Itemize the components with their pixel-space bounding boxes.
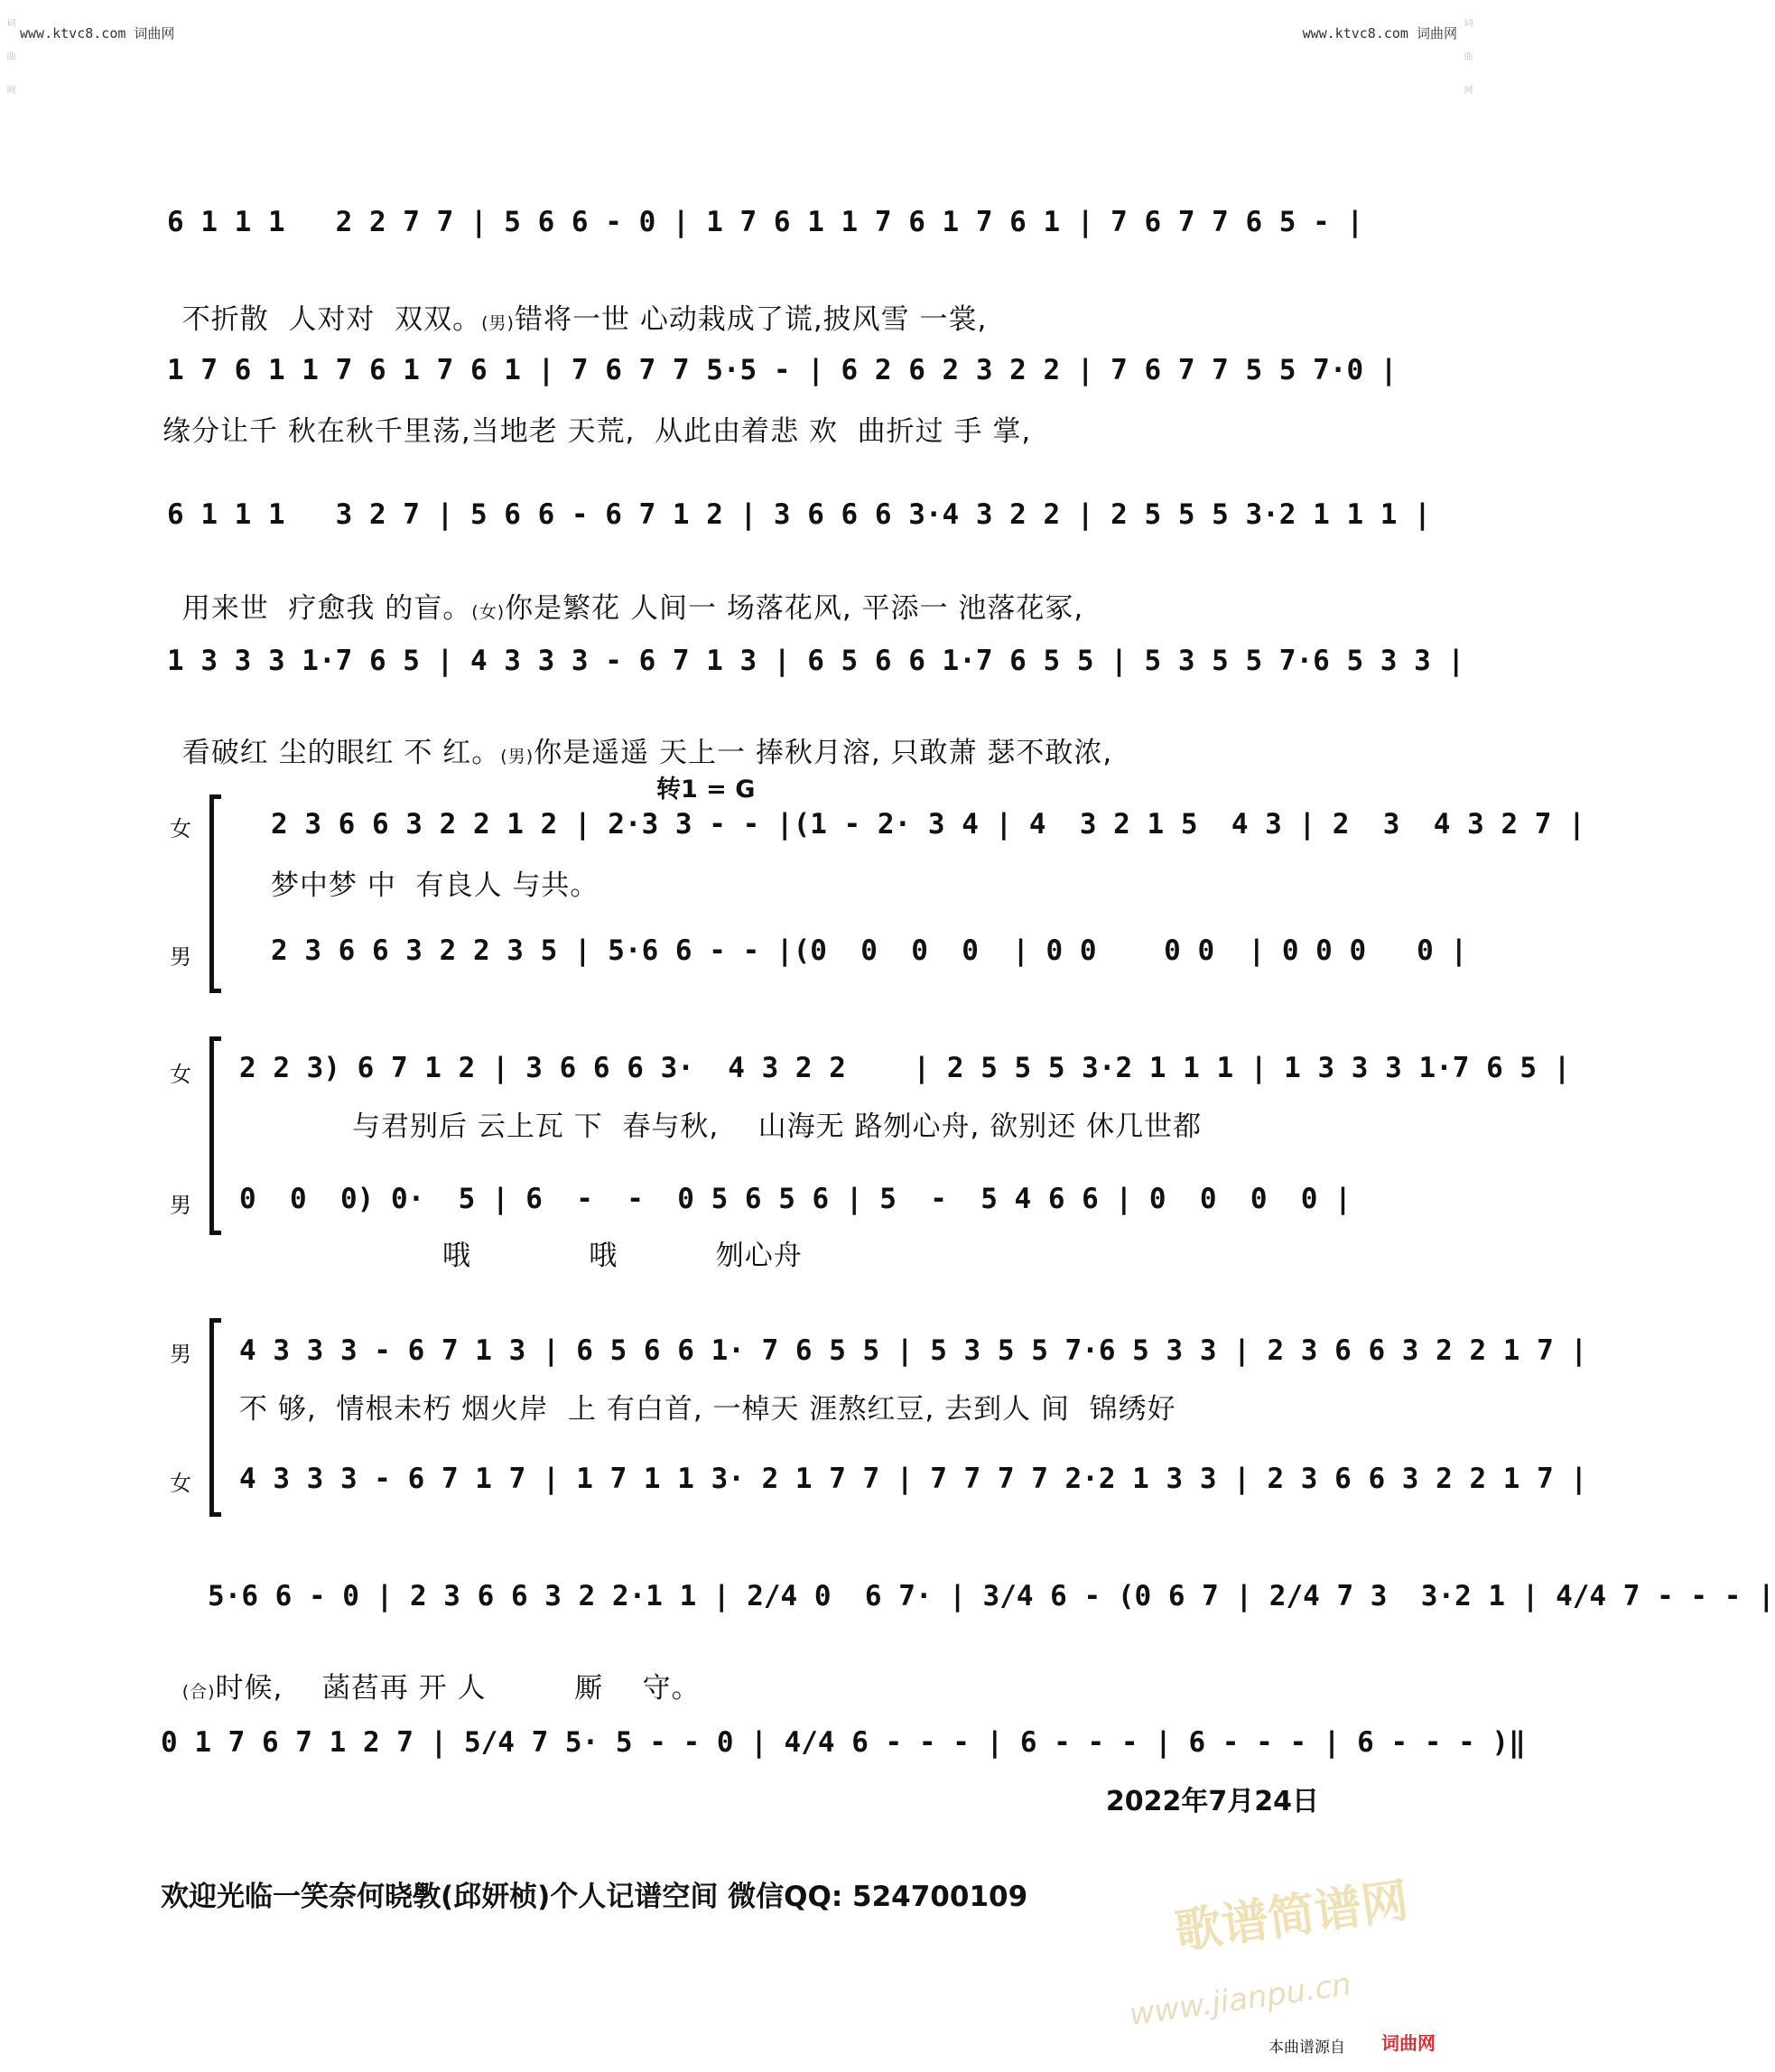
key-change: 转1 = G [656,776,756,804]
side-mark-left: 词 曲 网 [5,18,14,106]
system-2-notes: 1 7 6 1 1 7 6 1 7 6 1 | 7 6 7 7 5·5 - | 6 2 6 2 3 2 2 | 7 6 7 7 5 5 7·0 | [167,354,1398,386]
duet-2-female-notes: 2 2 3) 6 7 1 2 | 3 6 6 6 3· 4 3 2 2 | 2 5 5 5 3·2 1 1 1 | 1 3 3 3 1·7 6 5 | [239,1052,1571,1084]
lyric-line: 用来世 疗愈我 的盲。 [181,592,472,625]
system-3-lyrics [163,553,1083,626]
duet-3-female-notes: 4 3 3 3 - 6 7 1 7 | 1 7 1 1 3· 2 1 7 7 | 7 7 7 7 2·2 1 3 3 | 2 3 6 6 3 2 2 1 7 | [239,1463,1588,1495]
singer-tag: (男) [500,747,534,767]
system-2-lyrics: 缘分让千 秋在秋千里荡,当地老 天荒, 从此由着悲 欢 曲折过 手 掌, [163,415,1032,448]
duet-1-female-lyrics: 梦中梦 中 有良人 与共。 [271,869,599,902]
system-8-notes: 5·6 6 - 0 | 2 3 6 6 3 2 2·1 1 | 2/4 0 6 7· | 3/4 6 - (0 6 7 | 2/4 7 3 3·2 1 | 4/4 7 - - - | [208,1580,1775,1612]
source-label: 本曲谱源自 [1269,2039,1345,2057]
side-mark-right: 词 曲 网 [1462,18,1472,106]
duet-1-male-notes: 2 3 6 6 3 2 2 3 5 | 5·6 6 - - |(0 0 0 0 | 0 0 0 0 | 0 0 0 0 | [271,934,1468,967]
lyric-line: 错将一世 心动栽成了谎,披风雪 一裳, [514,303,988,336]
part-label-female: 女 [170,1471,191,1496]
watermark-url: www.jianpu.cn [1127,1965,1354,2034]
part-label-male: 男 [170,1342,191,1367]
duet-1-female-notes: 2 3 6 6 3 2 2 1 2 | 2·3 3 - - |(1 - 2· 3 4 | 4 3 2 1 5 4 3 | 2 3 4 3 2 7 | [271,808,1585,841]
system-1-notes: 6 1 1 1 2 2 7 7 | 5 6 6 - 0 | 1 7 6 1 1 7 6 1 7 6 1 | 7 6 7 7 6 5 - | [167,206,1364,238]
singer-tag: (女) [471,602,506,622]
watermark: 歌谱简谱网 [1171,1873,1412,1960]
duet-2-male-notes: 0 0 0) 0· 5 | 6 - - 0 5 6 5 6 | 5 - 5 4 6 6 | 0 0 0 0 | [239,1183,1352,1215]
lyric-line: 时候, 菡萏再 开 人 厮 守。 [215,1672,701,1705]
system-4-notes: 1 3 3 3 1·7 6 5 | 4 3 3 3 - 6 7 1 3 | 6 5 6 6 1·7 6 5 5 | 5 3 5 5 7·6 5 3 3 | [167,645,1465,677]
lyric-line: 不折散 人对对 双双。 [181,303,482,336]
singer-tag: (合) [181,1682,216,1702]
welcome-note: 欢迎光临一笑奈何晓斆(邱妍桢)个人记谱空间 微信QQ: 524700109 [161,1881,1028,1913]
singer-tag: (男) [481,313,515,333]
system-8-lyrics [163,1632,701,1705]
duet-3-male-lyrics: 不 够, 情根未朽 烟火岸 上 有白首, 一棹天 涯熬红豆, 去到人 间 锦绣好 [239,1393,1176,1426]
system-4-lyrics [163,697,1112,770]
system-bracket [209,794,221,993]
part-label-female: 女 [170,1062,191,1087]
source-logo: 词曲网 [1381,2032,1436,2054]
duet-2-male-lyrics: 哦 哦 刎心舟 [442,1240,803,1272]
system-bracket [209,1318,221,1517]
part-label-male: 男 [170,1193,191,1218]
system-9-notes: 0 1 7 6 7 1 2 7 | 5/4 7 5· 5 - - 0 | 4/4 6 - - - | 6 - - - | 6 - - - | 6 - - - )‖ [161,1726,1526,1759]
header-right: www.ktvc8.com 词曲网 [1302,25,1457,42]
lyric-line: 你是遥遥 天上一 捧秋月溶, 只敢萧 瑟不敢浓, [534,737,1113,769]
duet-3-male-notes: 4 3 3 3 - 6 7 1 3 | 6 5 6 6 1· 7 6 5 5 | 5 3 5 5 7·6 5 3 3 | 2 3 6 6 3 2 2 1 7 | [239,1334,1588,1367]
duet-2-female-lyrics: 与君别后 云上瓦 下 春与秋, 山海无 路刎心舟, 欲别还 休几世都 [352,1110,1203,1143]
system-bracket [209,1036,221,1235]
lyric-line: 看破红 尘的眼红 不 红。 [181,737,501,769]
system-1-lyrics [163,264,987,337]
part-label-female: 女 [170,816,191,841]
system-3-notes: 6 1 1 1 3 2 7 | 5 6 6 - 6 7 1 2 | 3 6 6 6 3·4 3 2 2 | 2 5 5 5 3·2 1 1 1 | [167,498,1431,531]
part-label-male: 男 [170,944,191,970]
header-left: www.ktvc8.com 词曲网 [20,25,175,42]
lyric-line: 你是繁花 人间一 场落花风, 平添一 池落花冢, [505,592,1084,625]
date: 2022年7月24日 [1105,1786,1319,1817]
